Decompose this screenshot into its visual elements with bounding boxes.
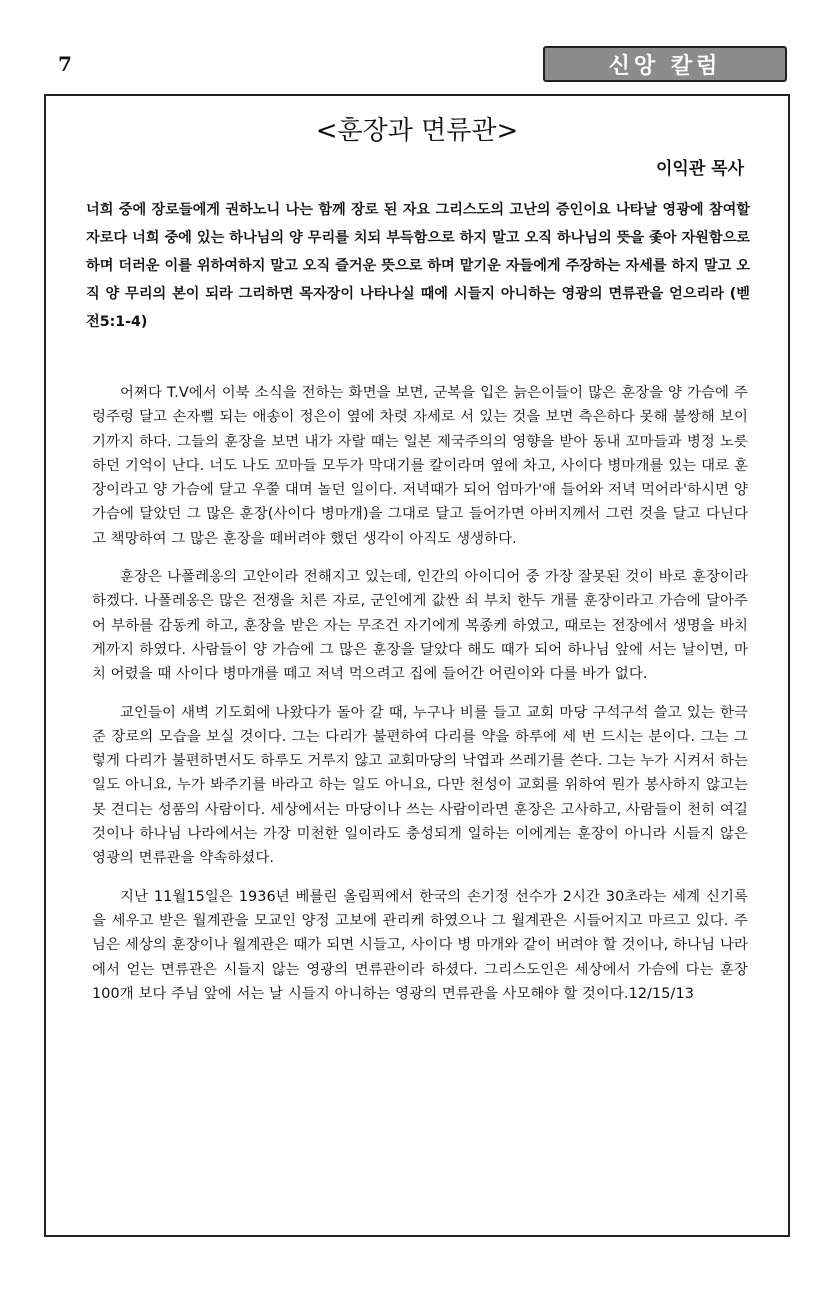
article-body	[92, 381, 748, 1020]
scripture-quote: 너희 중에 장로들에게 권하노니 나는 함께 장로 된 자요 그리스도의 고난의 증인이요 나타날 영광에 참여할 자로다 너희 중에 있는 하나님의 양 무리를 치되 부득함으로 하지 말고 오직 하나님의 뜻을 좇아 자원함으로 하며 더러운 이를 위하여하지 말고 오직 즐거운 뜻으로 하며 맡기운 자들에게 주장하는 자세를 하지 말고 오직 양 무리의 본이 되라 그리하면 목자장이 나타나실 때에 시들지 아니하는 영광의 면류관을 얻으리라 (벧전5:1-4)	[86, 202, 750, 330]
body-paragraph: 지난 11월15일은 1936년 베를린 올림픽에서 한국의 손기정 선수가 2시간 30초라는 세계 신기록을 세우고 받은 월계관을 모교인 양정 고보에 관리케 하였으나 그 월계관은 시들어지고 마르고 있다. 주님은 세상의 훈장이나 월계관은 때가 되면 시들고, 사이다 병 마개와 같이 버려야 할 것이나, 하나님 나라에서 얻는 면류관은 시들지 않는 영광의 면류관이라 하셨다. 그리스도인은 세상에서 가슴에 다는 훈장 100개 보다 주님 앞에 서는 날 시들지 아니하는 영광의 면류관을 사모해야 할 것이다.12/15/13	[92, 888, 748, 1002]
page-number: 7	[58, 52, 72, 76]
article-author: 이익관 목사	[655, 159, 744, 179]
body-paragraph: 훈장은 나폴레옹의 고안이라 전해지고 있는데, 인간의 아이디어 중 가장 잘못된 것이 바로 훈장이라 하겠다. 나폴레옹은 많은 전쟁을 치른 자로, 군인에게 값싼 쇠 부치 한두 개를 훈장이라고 가슴에 달아주어 부하를 감동케 하고, 훈장을 받은 자는 무조건 자기에게 복종케 하였고, 때로는 전장에서 생명을 바치게까지 하였다. 사람들이 양 가슴에 그 많은 훈장을 달았다 해도 때가 되어 하나님 앞에 서는 날이면, 마치 어렸을 때 사이다 병마개를 떼고 저녁 먹으려고 집에 들어간 어린이와 다를 바가 없다.	[92, 569, 748, 683]
article-title: <훈장과 면류관>	[315, 116, 519, 146]
section-tab	[543, 46, 787, 82]
article-frame	[44, 94, 790, 1237]
body-paragraph: 교인들이 새벽 기도회에 나왔다가 돌아 갈 때, 누구나 비를 들고 교회 마당 구석구석 쓸고 있는 한극준 장로의 모습을 보실 것이다. 그는 다리가 불편하여 다리를 약을 하루에 세 번 드시는 분이다. 그는 그렇게 다리가 불편하면서도 하루도 거루지 않고 교회마당의 낙엽과 쓰레기를 쓴다. 그는 누가 시켜서 하는 일도 아니요, 누가 봐주기를 바라고 하는 일도 아니요, 다만 천성이 교회를 위하여 뭔가 봉사하지 않고는 못 견디는 성품의 사람이다. 세상에서는 마당이나 쓰는 사람이라면 훈장은 고사하고, 사람들이 천히 여길 것이나 하나님 나라에서는 가장 미천한 일이라도 충성되게 일하는 이에게는 훈장이 아니라 시들지 않은 영광의 면류관을 약속하셨다.	[92, 704, 748, 867]
section-label: 신앙 칼럼	[608, 53, 722, 79]
body-paragraph: 어쩌다 T.V에서 이북 소식을 전하는 화면을 보면, 군복을 입은 늙은이들이 많은 훈장을 양 가슴에 주렁주렁 달고 손자뻘 되는 애송이 정은이 옆에 차렷 자세로 서 있는 것을 보면 측은하다 못해 불쌍해 보이기까지 하다. 그들의 훈장을 보면 내가 자랄 때는 일본 제국주의의 영향을 받아 동내 꼬마들과 병정 노릇하던 기억이 난다. 너도 나도 꼬마들 모두가 막대기를 칼이라며 옆에 차고, 사이다 병마개를 있는 대로 훈장이라고 양 가슴에 달고 우쭐 대며 놀던 일이다. 저녁때가 되어 엄마가'애 들어와 저녁 먹어라'하시면 양 가슴에 달았던 그 많은 훈장(사이다 병마개)을 그대로 달고 들어가면 아버지께서 그런 것을 달고 다닌다고 책망하여 그 많은 훈장을 떼버려야 했던 생각이 아직도 생생하다.	[92, 385, 748, 547]
